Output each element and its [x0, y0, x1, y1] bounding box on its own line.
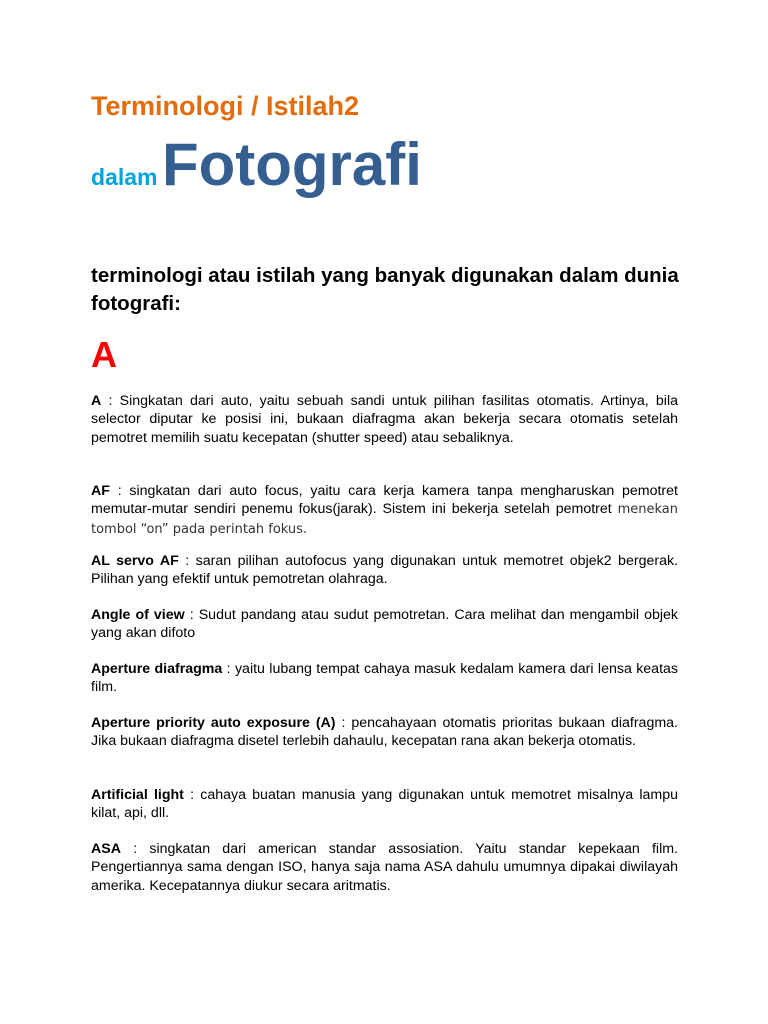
entry-definition: : yaitu lubang tempat cahaya masuk kedalam kamera dari lensa keatas film.: [91, 661, 678, 696]
title-dalam: dalam: [91, 164, 158, 190]
entry-term: A: [91, 393, 102, 409]
entry-term: ASA: [91, 841, 121, 857]
glossary-entry-a: [91, 392, 678, 447]
entry-definition: : Singkatan dari auto, yaitu sebuah sandi untuk pilihan fasilitas otomatis. Artinya, bila selector diputar ke posisi ini, bukaan diafragma akan bekerja secara otomatis setelah pemotret memilih suatu kecepatan (shutter speed) atau sebaliknya.: [91, 393, 678, 446]
glossary-entry-aperture-diafragma: [91, 660, 678, 697]
document-title-line2: [91, 130, 422, 199]
glossary-entry-af: [91, 482, 678, 539]
entry-definition: : singkatan dari american standar assosiation. Yaitu standar kepekaan film. Pengertiannya sama dengan ISO, hanya saja nama ASA dahulu umumnya dipakai diwilayah amerika. Kecepatannya diukur secara aritmatis.: [91, 841, 678, 894]
entry-definition: : singkatan dari auto focus, yaitu cara kerja kamera tanpa mengharuskan pemotret memutar-mutar sendiri penemu fokus(jarak). Sistem ini bekerja setelah pemotret: [91, 483, 678, 518]
entry-definition: : Sudut pandang atau sudut pemotretan. Cara melihat dan mengambil objek yang akan difoto: [91, 607, 678, 642]
entry-term: Aperture priority auto exposure (A): [91, 715, 336, 731]
document-title: Terminologi / Istilah2: [91, 91, 360, 121]
entry-term: Artificial light: [91, 787, 184, 803]
entry-term: AL servo AF: [91, 553, 179, 569]
section-letter-heading: A: [91, 334, 117, 375]
entry-definition: : pencahayaan otomatis prioritas bukaan diafragma. Jika bukaan diafragma disetel terlebih dahaulu, kecepatan rana akan bekerja otomatis.: [91, 715, 678, 750]
glossary-entry-asa: [91, 840, 678, 895]
glossary-entry-al-servo-af: [91, 552, 678, 589]
glossary-entry-artificial-light: [91, 786, 678, 823]
subtitle: terminologi atau istilah yang banyak digunakan dalam dunia fotografi:: [91, 264, 679, 315]
entry-definition: : cahaya buatan manusia yang digunakan untuk memotret misalnya lampu kilat, api, dll.: [91, 787, 678, 822]
glossary-entry-aperture-priority: [91, 714, 678, 751]
entry-term: Angle of view: [91, 607, 185, 623]
entry-term: Aperture diafragma: [91, 661, 223, 677]
entry-definition-tail: menekan tombol “on” pada perintah fokus.: [91, 502, 678, 537]
glossary-entry-angle-of-view: [91, 606, 678, 643]
entry-definition: : saran pilihan autofocus yang digunakan untuk memotret objek2 bergerak. Pilihan yang efektif untuk pemotretan olahraga.: [91, 553, 678, 588]
title-fotografi: Fotografi: [161, 131, 422, 198]
entry-term: AF: [91, 483, 110, 499]
